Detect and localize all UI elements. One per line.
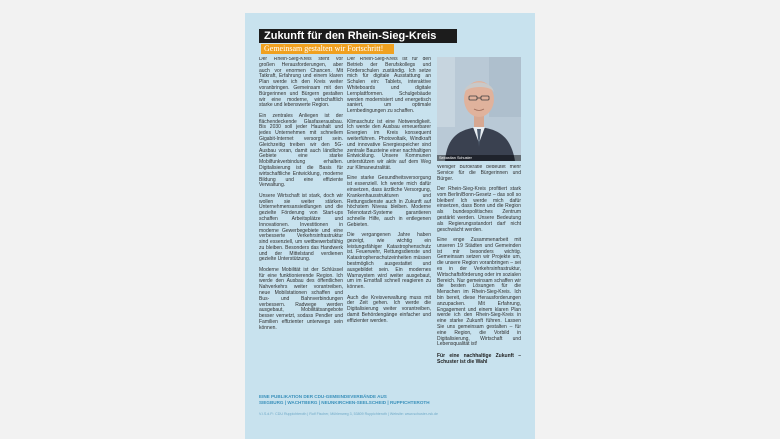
footer-line-1: EINE PUBLIKATION DER CDU-GEMEINDEVERBÄNDE AUS: [259, 394, 387, 399]
paragraph: Eine enge Zusammenarbeit mit unseren 19 Städten und Gemeinden ist mir besonders wichtig. Gemeinsam setzen wir Projekte um, die unsere Region voranbringen – sei es in der Verkehrsinfrastruktur, Wirtschaftsförderung oder im sozialen Bereich. Nur gemeinsam schaffen wir die besten Lösungen für die Menschen im Rhein-Sieg-Kreis. Ich bin bereit, diese Herausforderungen anzupacken. Mit Erfahrung, Engagement und einem klaren Plan werde ich den Rhein-Sieg-Kreis in eine starke Zukunft führen. Lassen Sie uns gemeinsam gestalten – für eine Region, die Vorbild in Digitalisierung, Wirtschaft und Lebensqualität ist!: [437, 236, 521, 348]
paragraph: Der Rhein-Sieg-Kreis steht vor großen Herausforderungen, aber auch vor enormen Chancen. Mit Tatkraft, Erfahrung und einem klaren Plan werde ich den Kreis weiter voranbringen. Gemeinsam mit den Bürgerinnen und Bürgern gestalten wir eine moderne, wirtschaftlich starke und lebenswerte Region.: [259, 57, 343, 109]
footer-line-2: SIEGBURG | WACHTBERG | NEUNKIRCHEN-SEELSCHEID | RUPPICHTEROTH: [259, 400, 430, 405]
photo-caption: Sebastian Schuster: [437, 155, 521, 161]
candidate-portrait: [437, 57, 521, 161]
paragraph: Ein zentrales Anliegen ist der flächendeckende Glasfaserausbau. Bis 2030 soll jeder Haushalt und jedes Unternehmen mit schnellem Gigabit-Internet versorgt sein. Gleichzeitig treiben wir den 5G-Ausbau voran, damit auch ländliche Gebiete eine starke Mobilfunkverbindung erhalten. Digitalisierung ist die Basis für wirtschaftliche Entwicklung, moderne Bildung und eine effiziente Verwaltung.: [259, 112, 343, 189]
portrait-image: [437, 57, 521, 161]
paragraph: Unsere Wirtschaft ist stark, doch wir wollen sie weiter stärken. Unternehmensansiedlungen und die gezielte Förderung von Start-ups schaffen Arbeitsplätze und Innovationen. Investitionen in moderne Gewerbegebiete und eine verbesserte Verkehrsinfrastruktur sind essenziell, um wettbewerbsfähig zu bleiben. Besonders das Handwerk und der Mittelstand verdienen gezielte Unterstützung.: [259, 192, 343, 263]
newsletter-page: [245, 13, 535, 439]
footer-publisher: [259, 394, 519, 406]
paragraph: Die vergangenen Jahre haben gezeigt, wie wichtig ein leistungsfähiger Katastrophenschutz ist. Feuerwehr, Rettungsdienste und Katastrophenschutzeinheiten müssen bestmöglich ausgestattet und ausgebildet sein. Ein modernes Warnsystem wird weiter ausgebaut, um im Ernstfall schnell reagieren zu können.: [347, 232, 431, 291]
paragraph: Klimaschutz ist eine Notwendigkeit. Ich werde den Ausbau erneuerbarer Energien im Kreis konsequent weiterführen. Photovoltaik, Windkraft und innovative Energiespeicher sind zentrale Bausteine einer nachhaltigen Entwicklung. Unsere Kommunen unterstützen wir aktiv auf dem Weg zur Klimaneutralität.: [347, 118, 431, 171]
paragraph: Eine starke Gesundheitsversorgung ist essenziell. Ich werde mich dafür einsetzen, dass ärztliche Versorgung, Krankenhausstrukturen und Rettungsdienste auch in Zukunft auf höchstem Niveau bleiben. Moderne Telenotarzt-Systeme garantieren schnelle Hilfe, auch in entlegenen Gebieten.: [347, 175, 431, 228]
paragraph: Auch die Kreisverwaltung muss mit der Zeit gehen. Ich werde die Digitalisierung weiter vorantreiben, damit Behördengänge einfacher und effizienter werden.: [347, 294, 431, 324]
paragraph: Weniger Bürokratie bedeutet mehr Service für die Bürgerinnen und Bürger.: [437, 165, 521, 182]
paragraph: Der Rhein-Sieg-Kreis ist für den Betrieb der Berufskollegs und Förderschulen zuständig. Ich setze mich für digitale Ausstattung an Schulen ein: Tablets, interaktive Whiteboards und digitale Lernplattformen. Schulgebäude werden modernisiert und energetisch saniert, um optimale Lernbedingungen zu schaffen.: [347, 57, 431, 115]
page-title: Zukunft für den Rhein-Sieg-Kreis: [259, 29, 457, 43]
paragraph: Der Rhein-Sieg-Kreis profitiert stark vom Berlin/Bonn-Gesetz – das soll so bleiben! Ich werde mich dafür einsetzen, dass Bonn und die Region als bundespolitisches Zentrum gestärkt werden. Unsere Bedeutung als Regierungsstandort darf nicht geschwächt werden.: [437, 185, 521, 233]
text-column-2: [347, 57, 431, 397]
page-subtitle: Gemeinsam gestalten wir Fortschritt!: [261, 44, 394, 54]
closing-slogan: Für eine nachhaltige Zukunft – Schuster ist die Wahl: [437, 353, 521, 365]
paragraph: Moderne Mobilität ist der Schlüssel für eine funktionierende Region. Ich werde den Ausbau des öffentlichen Nahverkehrs weiter vorantreiben, neue Mobilstationen schaffen und Bus- und Bahnverbindungen verbessern. Radwege werden ausgebaut, Mobilitätsangebote besser vernetzt, sodass Pendler und Familien effizienter unterwegs sein können.: [259, 266, 343, 331]
text-column-3: [437, 165, 521, 401]
footer-imprint: V.i.S.d.P.: CDU Ruppichteroth | Rolf Fischer, Mühlenweg 3, 53809 Ruppichteroth | Website: www.schuster-rsk.de: [259, 412, 438, 416]
text-column-1: [259, 57, 343, 397]
